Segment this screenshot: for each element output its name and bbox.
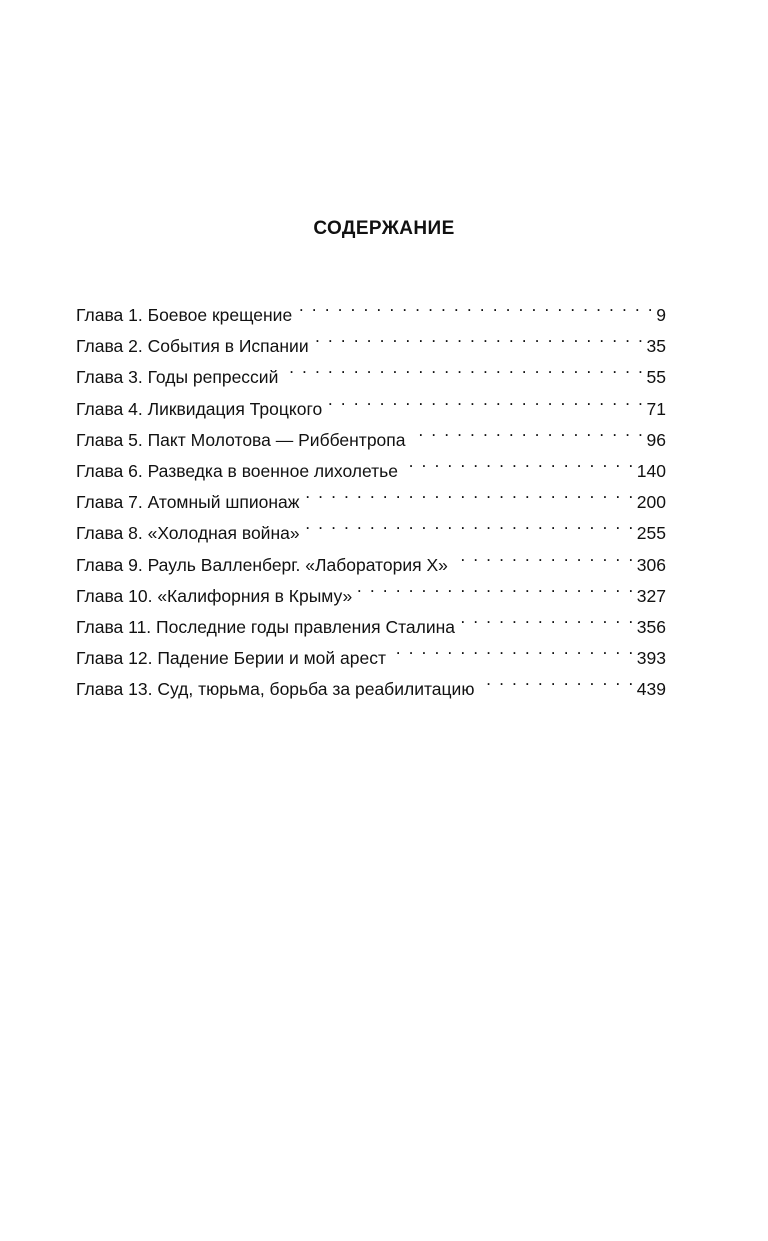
toc-entry-page: 96 (646, 429, 666, 450)
toc-entry-title: Глава 12. Падение Берии и мой арест (76, 643, 392, 674)
dot-leader (284, 352, 644, 383)
page-title: СОДЕРЖАНИЕ (313, 218, 455, 239)
table-of-contents (76, 290, 666, 700)
toc-entry-page: 140 (636, 460, 666, 481)
dot-leader (454, 540, 635, 571)
toc-entry-title: Глава 11. Последние годы правления Сталина (76, 612, 461, 643)
toc-entry-page: 439 (636, 679, 666, 700)
dot-leader (392, 633, 635, 664)
toc-entry-title: Глава 4. Ликвидация Троцкого (76, 394, 328, 425)
dot-leader (412, 415, 645, 446)
toc-entry-page: 9 (656, 305, 666, 325)
toc-entry-page: 255 (636, 523, 666, 544)
toc-entry-page: 356 (636, 616, 666, 637)
toc-entry-title: Глава 7. Атомный шпионаж (76, 487, 305, 518)
dot-leader (404, 446, 635, 477)
toc-entry-title: Глава 3. Годы репрессий (76, 362, 284, 393)
toc-entry-page: 306 (636, 554, 666, 575)
toc-entry (76, 290, 666, 325)
dot-leader (461, 602, 635, 633)
dot-leader (358, 571, 635, 602)
toc-entry-title: Глава 6. Разведка в военное лихолетье (76, 456, 404, 487)
toc-entry-page: 71 (646, 398, 666, 419)
dot-leader (305, 477, 634, 508)
dot-leader (298, 290, 654, 321)
dot-leader (315, 321, 645, 352)
dot-leader (480, 664, 634, 695)
toc-entry-page: 200 (636, 492, 666, 513)
toc-entry-title: Глава 8. «Холодная война» (76, 518, 306, 549)
toc-entry-title: Глава 5. Пакт Молотова — Риббентропа (76, 425, 412, 456)
toc-entry-title: Глава 2. События в Испании (76, 331, 315, 362)
toc-entry-title: Глава 9. Рауль Валленберг. «Лаборатория Х» (76, 550, 454, 581)
dot-leader (306, 508, 635, 539)
toc-entry-title: Глава 13. Суд, тюрьма, борьба за реабилитацию (76, 674, 480, 705)
toc-entry-page: 35 (646, 336, 666, 357)
toc-entry-page: 55 (646, 367, 666, 388)
toc-entry-title: Глава 10. «Калифорния в Крыму» (76, 581, 358, 612)
toc-entry-page: 393 (636, 648, 666, 669)
toc-entry-page: 327 (636, 585, 666, 606)
dot-leader (328, 384, 644, 415)
toc-entry-title: Глава 1. Боевое крещение (76, 300, 298, 331)
